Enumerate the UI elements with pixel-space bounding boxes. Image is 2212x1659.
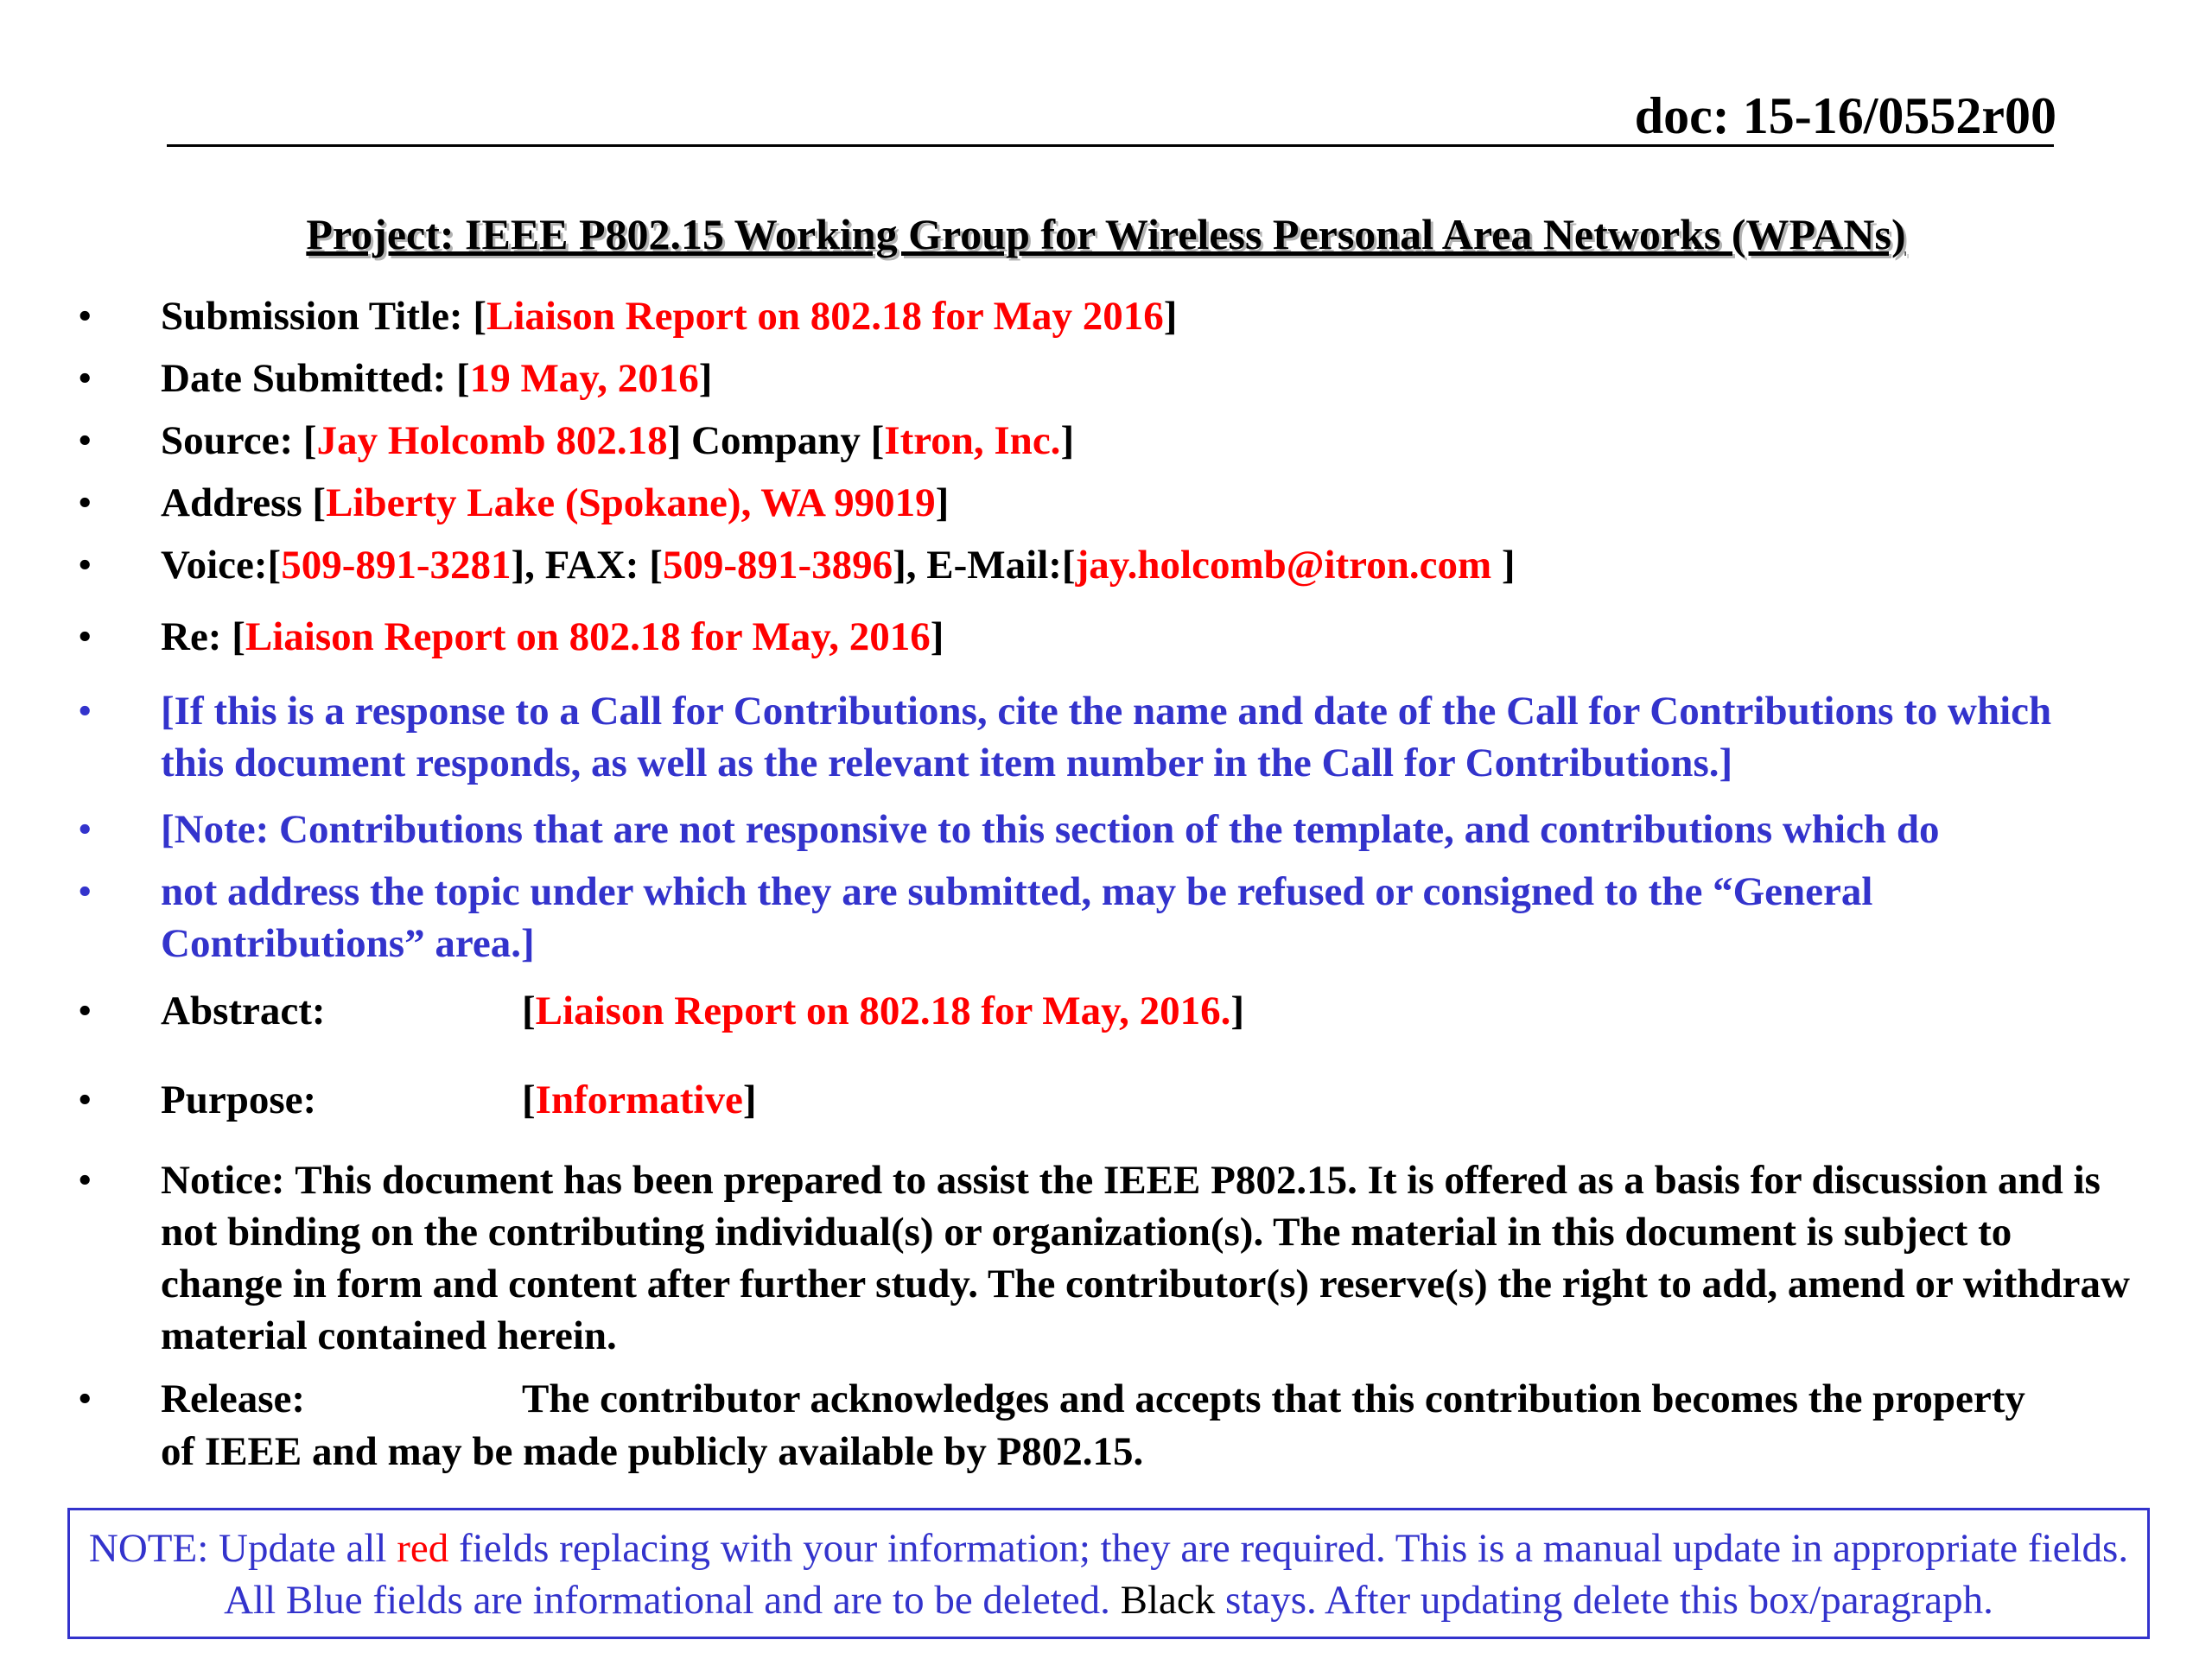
bracket: ] bbox=[1230, 988, 1244, 1033]
call-note-text: [If this is a response to a Call for Contributions, cite the name and date of the Call for Contributions to which this document responds, as well as the relevant item number in the Call for Contributions.] bbox=[161, 689, 2052, 785]
header-rule bbox=[167, 144, 2054, 147]
release-text-rest: of IEEE and may be made publicly available by P802.15. bbox=[161, 1429, 1144, 1474]
re-line bbox=[161, 611, 2148, 663]
voice-value: 509-891-3281 bbox=[281, 543, 512, 588]
note-text-3: stays. After updating delete this box/paragraph. bbox=[1215, 1578, 1993, 1623]
voice-label: Voice:[ bbox=[161, 543, 282, 588]
bullet: • bbox=[78, 869, 92, 914]
address-value: Liberty Lake (Spokane), WA 99019 bbox=[326, 480, 936, 525]
bracket: ] bbox=[1491, 543, 1516, 588]
project-title: Project: IEEE P802.15 Working Group for Wireless Personal Area Networks (WPANs) bbox=[306, 210, 1906, 258]
submission-title-line bbox=[161, 290, 2148, 342]
company-value: Itron, Inc. bbox=[884, 418, 1061, 463]
bracket: ] bbox=[930, 614, 944, 659]
note-black-word: Black bbox=[1120, 1578, 1216, 1623]
date-submitted-value: 19 May, 2016 bbox=[469, 356, 699, 401]
bullet: • bbox=[78, 418, 92, 463]
release-label: Release: bbox=[161, 1376, 306, 1421]
bullet: • bbox=[78, 480, 92, 525]
bracket: [ bbox=[522, 1077, 536, 1122]
bullet: • bbox=[78, 807, 92, 852]
company-label: ] Company [ bbox=[667, 418, 885, 463]
bullet: • bbox=[78, 1376, 92, 1421]
bracket: ] bbox=[698, 356, 713, 401]
fax-value: 509-891-3896 bbox=[662, 543, 893, 588]
date-submitted-label: Date Submitted: [ bbox=[161, 356, 470, 401]
abstract-label: Abstract: bbox=[161, 988, 326, 1033]
doc-id: doc: 15-16/0552r00 bbox=[1634, 87, 2056, 144]
bullet: • bbox=[78, 1158, 92, 1203]
bracket: ] bbox=[935, 480, 950, 525]
release-text-first: The contributor acknowledges and accepts that this contribution becomes the property bbox=[522, 1376, 2025, 1421]
email-value: jay.holcomb@itron.com bbox=[1075, 543, 1492, 588]
bullet: • bbox=[78, 988, 92, 1033]
submission-title-value: Liaison Report on 802.18 for May 2016 bbox=[486, 294, 1164, 339]
purpose-value: Informative bbox=[535, 1077, 743, 1122]
source-value: Jay Holcomb 802.18 bbox=[316, 418, 668, 463]
contact-line bbox=[161, 539, 2148, 591]
abstract-value-line bbox=[522, 985, 1244, 1037]
re-label: Re: [ bbox=[161, 614, 245, 659]
bracket: ] bbox=[1060, 418, 1075, 463]
fax-label: ], FAX: [ bbox=[511, 543, 663, 588]
bracket: [ bbox=[522, 988, 536, 1033]
address-label: Address [ bbox=[161, 480, 327, 525]
note-red-word: red bbox=[397, 1526, 449, 1571]
re-value: Liaison Report on 802.18 for May, 2016 bbox=[245, 614, 931, 659]
bullet: • bbox=[78, 614, 92, 659]
abstract-value: Liaison Report on 802.18 for May, 2016. bbox=[535, 988, 1231, 1033]
source-line bbox=[161, 415, 2148, 467]
bullet: • bbox=[78, 689, 92, 734]
contrib-note-text-2: not address the topic under which they are submitted, may be refused or consigned to the “General Contributions” area.] bbox=[161, 869, 1873, 966]
email-label: ], E-Mail:[ bbox=[893, 543, 1076, 588]
contrib-note-text-1: [Note: Contributions that are not responsive to this section of the template, and contributions which do bbox=[161, 807, 1940, 852]
address-line bbox=[161, 477, 2148, 529]
notice-text: Notice: This document has been prepared to assist the IEEE P802.15. It is offered as a basis for discussion and is not binding on the contributing individual(s) or organization(s). The material in this document is subject to change in form and content after further study. The contributor(s) reserve(s) the right to add, amend or withdraw material contained herein. bbox=[161, 1158, 2130, 1358]
update-note-box bbox=[67, 1508, 2150, 1639]
bullet: • bbox=[78, 543, 92, 588]
date-submitted-line bbox=[161, 353, 2148, 404]
source-label: Source: [ bbox=[161, 418, 317, 463]
bullet: • bbox=[78, 356, 92, 401]
note-text-2: fields replacing with your information; they are required. This is a manual update in appropriate fields. All Blue fields are informational and are to be deleted. bbox=[224, 1526, 2129, 1623]
purpose-value-line bbox=[522, 1074, 756, 1126]
bracket: ] bbox=[742, 1077, 757, 1122]
bullet: • bbox=[78, 1077, 92, 1122]
bracket: ] bbox=[1163, 294, 1178, 339]
purpose-label: Purpose: bbox=[161, 1077, 317, 1122]
submission-title-label: Submission Title: [ bbox=[161, 294, 486, 339]
note-text-1: NOTE: Update all bbox=[88, 1526, 397, 1571]
bullet: • bbox=[78, 294, 92, 339]
